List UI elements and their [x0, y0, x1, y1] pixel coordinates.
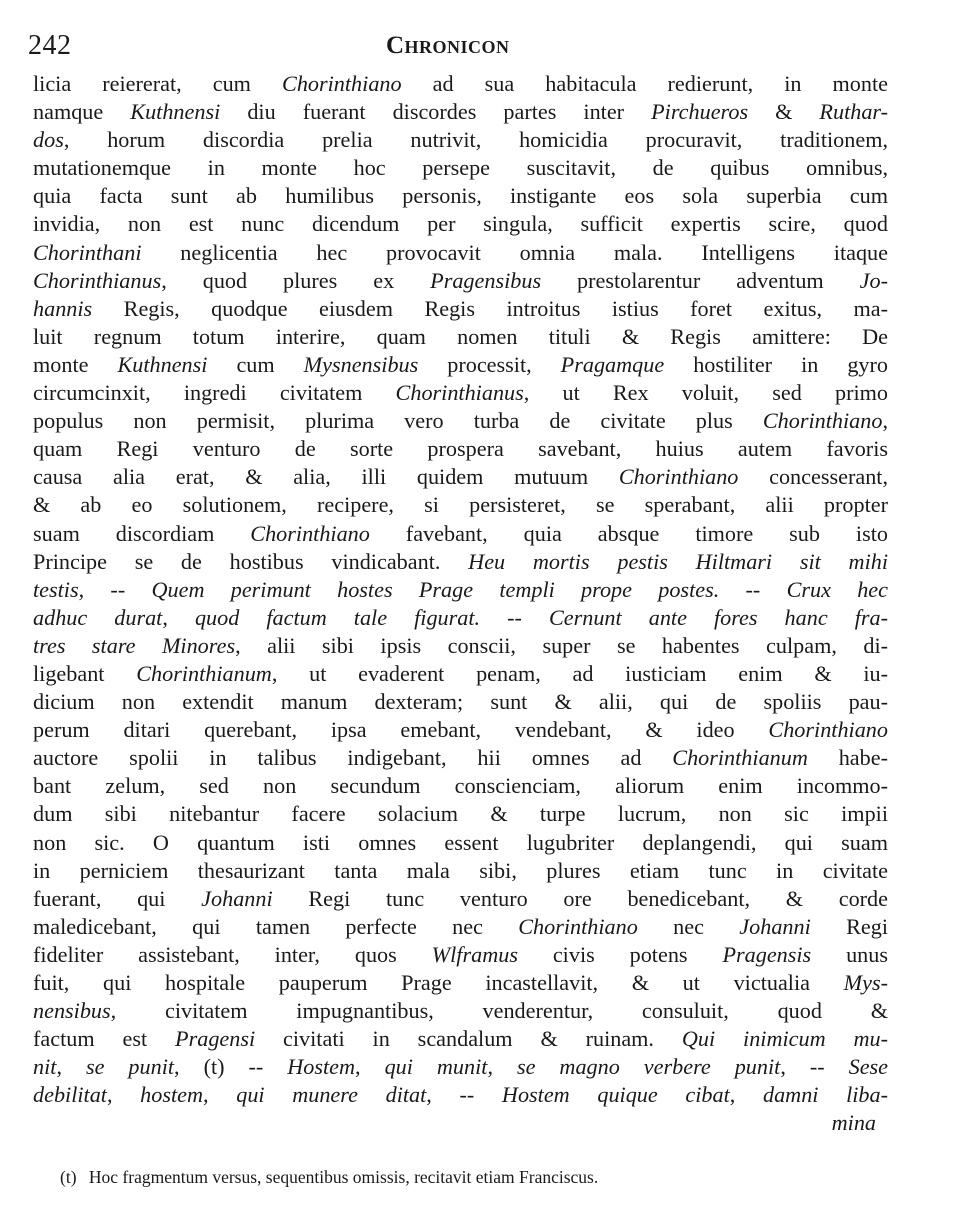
text-run: civis potens [517, 941, 723, 967]
italic-text: Mysnensibus [303, 351, 419, 377]
italic-text: damni liba- [762, 1082, 889, 1108]
italic-text: hostem [140, 1082, 204, 1108]
italic-text: Mys- [843, 970, 888, 995]
text-line [33, 829, 888, 857]
text-run: populus non permisit, plurima vero turba de civitate plus [33, 408, 763, 434]
italic-text: Pragensibus [430, 267, 542, 293]
text-run: , [56, 1054, 86, 1080]
text-run: , (t) -- [174, 1054, 288, 1080]
italic-text: Chorinthiano [768, 717, 888, 743]
italic-text: mina [831, 1110, 876, 1136]
text-run: concesserant, [738, 464, 889, 490]
text-run: -- [480, 604, 549, 630]
text-run: auctore spolii in talibus indigebant, hii omnes ad [33, 745, 673, 771]
text-run: ad sua habitacula redierunt, in monte [401, 71, 889, 96]
text-line [33, 239, 888, 267]
text-run: & ab eo solutionem, recipere, si persisteret, se sperabant, alii propter [33, 492, 888, 518]
text-run: neglicentia hec provocavit omnia mala. Intelligens itaque [141, 239, 888, 265]
text-run: favebant, quia absque timore sub isto [369, 520, 888, 546]
text-line [33, 857, 888, 885]
text-run: Regis, quodque eiusdem Regis introitus istius foret exitus, ma- [92, 295, 888, 321]
italic-text: Crux hec [786, 576, 889, 602]
text-run: civitati in scandalum & ruinam. [255, 1026, 682, 1052]
italic-text: Hostem quique cibat [501, 1082, 730, 1108]
italic-text: Pirchueros [651, 99, 749, 125]
text-run: namque [33, 99, 131, 125]
body-text [33, 70, 888, 1138]
italic-text: Wlframus [431, 941, 518, 967]
text-run: & [748, 99, 820, 125]
italic-text: Johanni [201, 885, 273, 911]
italic-text: Sese [848, 1054, 889, 1080]
italic-text: qui munere ditat [236, 1082, 427, 1108]
text-run: , [106, 1082, 141, 1108]
italic-text: nensibus [33, 998, 111, 1024]
text-run: , [355, 1054, 385, 1080]
text-run: , civitatem impugnantibus, venderentur, consuluit, quod & [110, 998, 888, 1024]
text-line [33, 407, 888, 435]
italic-text: Chorinthani [33, 239, 142, 265]
text-line [33, 941, 888, 969]
text-line [33, 969, 888, 997]
italic-text: Jo- [859, 267, 888, 293]
italic-text: Chorinthiano [282, 71, 402, 96]
text-run: habe- [807, 745, 888, 771]
text-run: causa alia erat, & alia, illi quidem mutuum [33, 464, 619, 490]
italic-text: Chorinthianum [136, 660, 272, 686]
italic-text: Chorinthianus [395, 380, 524, 406]
text-run: suam discordiam [33, 520, 251, 546]
text-run: Regi tunc venturo ore benedicebant, & corde [272, 885, 888, 911]
text-line [33, 323, 888, 351]
text-run: monte [33, 351, 118, 377]
text-run: fuerant, qui [33, 885, 202, 911]
text-line [33, 1053, 888, 1081]
text-line [33, 126, 888, 154]
text-run: non sic. O quantum isti omnes essent lugubriter deplangendi, qui suam [33, 829, 888, 855]
text-run: processit, [418, 351, 561, 377]
text-line [33, 744, 888, 772]
italic-text: nit [33, 1054, 57, 1080]
italic-text: se punit [85, 1054, 175, 1080]
text-run: -- [719, 576, 787, 602]
text-line [33, 435, 888, 463]
text-run: diu fuerant discordes partes inter [220, 99, 652, 125]
text-line [33, 295, 888, 323]
text-line [33, 1109, 888, 1137]
italic-text: Cernunt ante fores hanc fra- [548, 604, 889, 630]
text-run: unus [811, 941, 888, 967]
footnote-text: Hoc fragmentum versus, sequentibus omissis, recitavit etiam Franciscus. [88, 1167, 599, 1187]
text-line [33, 210, 888, 238]
text-line [33, 688, 888, 716]
text-run: Principe se de hostibus vindicabant. [33, 548, 469, 574]
text-run: perum ditari querebant, ipsa emebant, vendebant, & ideo [33, 717, 769, 743]
text-run: dicium non extendit manum dexteram; sunt & alii, qui de spoliis pau- [33, 689, 888, 715]
italic-text: Kuthnensi [130, 99, 221, 125]
text-run: in perniciem thesaurizant tanta mala sibi, plures etiam tunc in civitate [33, 857, 888, 883]
text-line [33, 660, 888, 688]
text-run: invidia, non est nunc dicendum per singula, sufficit expertis scire, quod [33, 211, 888, 237]
text-run: , [162, 604, 195, 630]
text-line [33, 351, 888, 379]
text-run: licia reiererat, cum [33, 71, 283, 96]
text-run: , -- [426, 1082, 502, 1108]
italic-text: hannis [33, 295, 93, 321]
page-number: 242 [28, 30, 72, 61]
text-run: , alii sibi ipsis conscii, super se habentes culpam, di- [235, 632, 888, 658]
italic-text: Chorinthiano [518, 913, 638, 939]
italic-text: Chorinthianum [672, 745, 808, 771]
text-line [33, 716, 888, 744]
italic-text: Heu mortis pestis Hiltmari sit mihi [468, 548, 889, 574]
text-line [33, 1081, 888, 1109]
text-run: prestolarentur adventum [541, 267, 860, 293]
italic-text: qui munit [384, 1054, 488, 1080]
text-line [33, 98, 888, 126]
text-run: Regi [810, 913, 888, 939]
page-header [28, 26, 928, 66]
italic-text: se magno verbere punit [516, 1054, 781, 1080]
text-run: nec [637, 913, 740, 939]
italic-text: quod factum tale figurat. [194, 604, 481, 630]
text-line [33, 632, 888, 660]
italic-text: Chorinthiano [250, 520, 370, 546]
text-line [33, 576, 888, 604]
text-line [33, 70, 888, 98]
italic-text: adhuc durat [33, 604, 163, 630]
text-line [33, 520, 888, 548]
italic-text: debilitat [33, 1082, 107, 1108]
text-run: fuit, qui hospitale pauperum Prage incastellavit, & ut victualia [33, 970, 844, 995]
italic-text: Chorinthianus [33, 267, 162, 293]
text-run: , quod plures ex [161, 267, 431, 293]
text-line [33, 604, 888, 632]
text-run: , ut evaderent penam, ad iusticiam enim & iu- [271, 660, 888, 686]
italic-text: Pragamque [560, 351, 665, 377]
italic-text: dos [33, 127, 64, 153]
text-run: bant zelum, sed non secundum conscienciam, aliorum enim incommo- [33, 773, 888, 799]
text-line [33, 885, 888, 913]
text-line [33, 913, 888, 941]
text-run: , [882, 408, 888, 434]
text-line [33, 154, 888, 182]
italic-text: tres stare Minores [33, 632, 236, 658]
text-line [33, 379, 888, 407]
italic-text: Chorinthiano [762, 408, 883, 434]
text-run: circumcinxit, ingredi civitatem [33, 380, 396, 406]
text-line [33, 997, 888, 1025]
text-line [33, 491, 888, 519]
text-run: , -- [780, 1054, 849, 1080]
text-line [33, 182, 888, 210]
text-run: , ut Rex voluit, sed primo [523, 380, 888, 406]
italic-text: Chorinthiano [618, 464, 739, 490]
text-line [33, 548, 888, 576]
italic-text: Pragensis [722, 941, 812, 967]
italic-text: Kuthnensi [117, 351, 208, 377]
italic-text: Hostem [287, 1054, 356, 1080]
italic-text: Qui inimicum mu- [681, 1026, 889, 1052]
italic-text: testis [33, 576, 79, 602]
text-run: , [487, 1054, 517, 1080]
text-run: luit regnum totum interire, quam nomen tituli & Regis amittere: De [33, 323, 888, 349]
text-run: , -- [78, 576, 152, 602]
text-run: ligebant [33, 660, 137, 686]
text-run: , horum discordia prelia nutrivit, homicidia procuravit, traditionem, [63, 127, 888, 153]
text-line [33, 800, 888, 828]
text-run: dum sibi nitebantur facere solacium & turpe lucrum, non sic impii [33, 801, 888, 827]
running-title: Chronicon [386, 32, 510, 59]
text-run: maledicebant, qui tamen perfecte nec [33, 913, 519, 939]
text-run: quia facta sunt ab humilibus personis, instigante eos sola superbia cum [33, 183, 888, 209]
italic-text: Quem perimunt hostes Prage templi prope postes. [151, 576, 720, 602]
text-run: hostiliter in gyro [664, 351, 888, 377]
footnote [60, 1166, 820, 1188]
text-run: fideliter assistebant, inter, quos [33, 941, 432, 967]
text-line [33, 1025, 888, 1053]
text-run: factum est [33, 1026, 176, 1052]
text-line [33, 267, 888, 295]
footnote-mark: (t) [60, 1167, 77, 1187]
italic-text: Ruthar- [819, 99, 888, 125]
text-run: quam Regi venturo de sorte prospera savebant, huius autem favoris [33, 436, 888, 462]
italic-text: Johanni [739, 913, 811, 939]
text-run: , [203, 1082, 237, 1108]
text-run: mutationemque in monte hoc persepe suscitavit, de quibus omnibus, [33, 155, 888, 181]
text-line [33, 463, 888, 491]
text-line [33, 772, 888, 800]
text-run: , [729, 1082, 763, 1108]
italic-text: Pragensi [175, 1026, 256, 1052]
text-run: cum [207, 351, 304, 377]
